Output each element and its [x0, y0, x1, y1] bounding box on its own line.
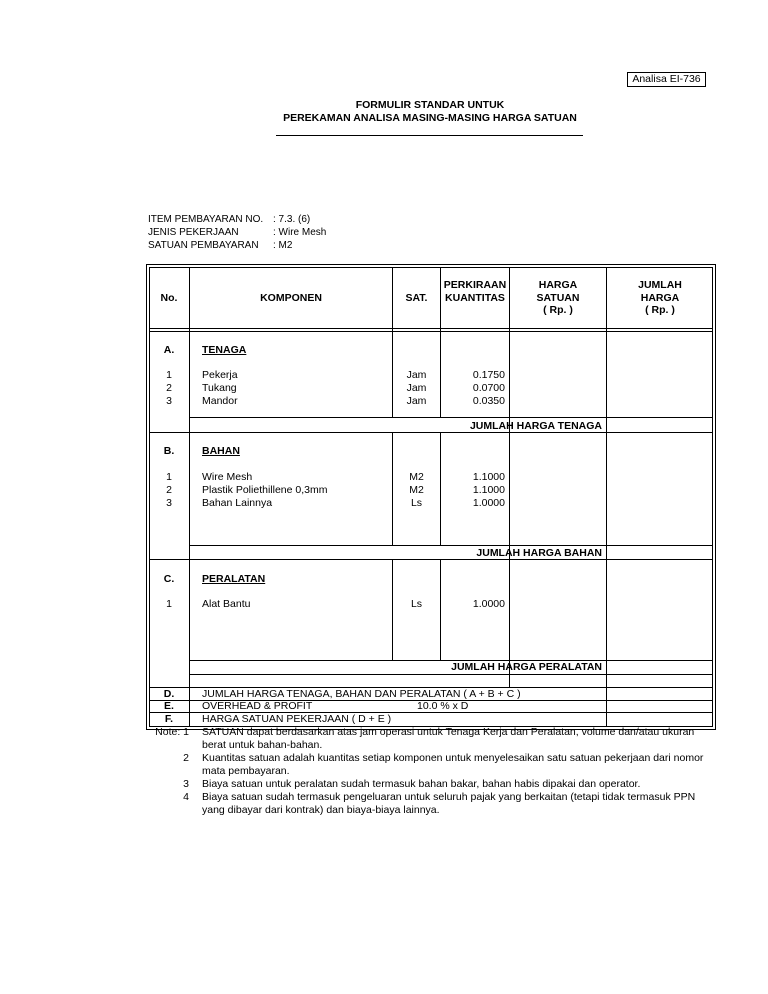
note-1-line-2: berat untuk bahan-bahan.: [202, 739, 323, 751]
section-c-title: PERALATAN: [202, 573, 266, 585]
summary-f-text: HARGA SATUAN PEKERJAAN ( D + E ): [202, 713, 392, 725]
satuan-label: SATUAN PEMBAYARAN: [148, 240, 259, 251]
note-3-line-1: Biaya satuan untuk peralatan sudah termasuk bahan bakar, bahan habis dipakai dan operator.: [202, 778, 641, 790]
table-row-b1-komponen: Wire Mesh: [202, 471, 253, 483]
table-row-a2-no: 2: [166, 382, 172, 394]
header-sat: SAT.: [405, 292, 428, 304]
jenis-value: : Wire Mesh: [273, 227, 327, 238]
col-line-kuantitas: [509, 267, 510, 687]
table-row-a3-komponen: Mandor: [202, 395, 238, 407]
header-jumlah-2: HARGA: [640, 292, 680, 304]
table-row-c1-komponen: Alat Bantu: [202, 598, 251, 610]
note-4-line-1: Biaya satuan sudah termasuk pengeluaran untuk seluruh pajak yang berkaitan (tetapi tidak termasuk PPN: [202, 791, 696, 803]
title-rule: [276, 135, 583, 136]
summary-f-letter: F.: [164, 713, 174, 725]
summary-d-text: JUMLAH HARGA TENAGA, BAHAN DAN PERALATAN ( A + B + C ): [202, 688, 521, 700]
section-b-letter: B.: [163, 445, 175, 457]
header-no: No.: [160, 292, 178, 304]
header-jumlah-3: ( Rp. ): [645, 304, 675, 316]
table-row-b3-no: 3: [166, 497, 172, 509]
table-row-b2-qty: 1.1000: [472, 484, 505, 496]
summary-e-formula: 10.0 % x D: [417, 700, 469, 712]
table-row-b3-qty: 1.0000: [472, 497, 505, 509]
table-row-b2-sat: M2: [409, 484, 424, 496]
table-row-a1-no: 1: [166, 369, 172, 381]
table-row-a2-sat: Jam: [406, 382, 427, 394]
section-b-total-bottom: [149, 559, 713, 560]
table-row-b3-komponen: Bahan Lainnya: [202, 497, 273, 509]
header-komponen: KOMPONEN: [260, 292, 322, 304]
title-line-2: PEREKAMAN ANALISA MASING-MASING HARGA SATUAN: [283, 112, 577, 124]
table-row-a1-qty: 0.1750: [472, 369, 505, 381]
summary-d-letter: D.: [163, 688, 175, 700]
note-2-line-1: Kuantitas satuan adalah kuantitas setiap komponen untuk menyelesaikan satu satuan pekerjaan dari nomor: [202, 752, 704, 764]
jenis-label: JENIS PEKERJAAN: [148, 227, 239, 238]
header-rule-2: [149, 331, 713, 332]
notes-label: Note: 1: [155, 726, 189, 738]
table-row-a1-komponen: Pekerja: [202, 369, 238, 381]
note-3-number: 3: [183, 778, 189, 790]
note-4-number: 4: [183, 791, 189, 803]
section-b-total-top: [189, 545, 713, 546]
table-row-c1-qty: 1.0000: [472, 598, 505, 610]
section-a-total-bottom: [149, 432, 713, 433]
header-kuantitas-1: PERKIRAAN: [443, 279, 507, 291]
table-row-a2-komponen: Tukang: [202, 382, 237, 394]
section-a-title: TENAGA: [202, 344, 247, 356]
summary-e-letter: E.: [164, 700, 174, 712]
note-2-line-2: mata pembayaran.: [202, 765, 290, 777]
table-row-c1-no: 1: [166, 598, 172, 610]
col-line-no: [189, 267, 190, 727]
header-jumlah-1: JUMLAH: [638, 279, 682, 291]
note-1-line-1: SATUAN dapat berdasarkan atas jam operasi untuk Tenaga Kerja dan Peralatan, volume dan/atau ukuran: [202, 726, 695, 738]
table-row-c1-sat: Ls: [410, 598, 423, 610]
note-4-line-2: yang dibayar dari kontrak) dan biaya-biaya lainnya.: [202, 804, 440, 816]
header-kuantitas-2: KUANTITAS: [445, 292, 505, 304]
header-harga-1: HARGA: [538, 279, 578, 291]
note-2-number: 2: [183, 752, 189, 764]
ref-code: Analisa EI-736: [632, 73, 701, 85]
section-b-total: JUMLAH HARGA BAHAN: [476, 547, 602, 559]
section-a-letter: A.: [163, 344, 175, 356]
table-row-b3-sat: Ls: [410, 497, 423, 509]
section-a-total: JUMLAH HARGA TENAGA: [469, 420, 602, 432]
col-line-sat-c: [440, 560, 441, 660]
satuan-value: : M2: [273, 240, 293, 251]
table-row-b2-komponen: Plastik Poliethillene 0,3mm: [202, 484, 328, 496]
item-label: ITEM PEMBAYARAN NO.: [148, 214, 264, 225]
col-line-harga: [606, 267, 607, 727]
title-line-1: FORMULIR STANDAR UNTUK: [355, 99, 505, 111]
summary-e-text: OVERHEAD & PROFIT: [202, 700, 313, 712]
header-rule: [149, 328, 713, 329]
header-harga-2: SATUAN: [536, 292, 580, 304]
table-row-a3-no: 3: [166, 395, 172, 407]
table-row-b1-qty: 1.1000: [472, 471, 505, 483]
header-harga-3: ( Rp. ): [543, 304, 573, 316]
table-row-b1-sat: M2: [409, 471, 424, 483]
table-row-a2-qty: 0.0700: [472, 382, 505, 394]
table-row-a3-sat: Jam: [406, 395, 427, 407]
table-row-b2-no: 2: [166, 484, 172, 496]
table-row-b1-no: 1: [166, 471, 172, 483]
col-line-komponen-c: [392, 560, 393, 660]
section-b-title: BAHAN: [202, 445, 240, 457]
section-c-letter: C.: [163, 573, 175, 585]
table-row-a3-qty: 0.0350: [472, 395, 505, 407]
item-value: : 7.3. (6): [273, 214, 311, 225]
table-row-a1-sat: Jam: [406, 369, 427, 381]
section-c-total-bottom: [189, 674, 713, 675]
section-c-total: JUMLAH HARGA PERALATAN: [451, 661, 602, 673]
section-a-total-top: [189, 417, 713, 418]
